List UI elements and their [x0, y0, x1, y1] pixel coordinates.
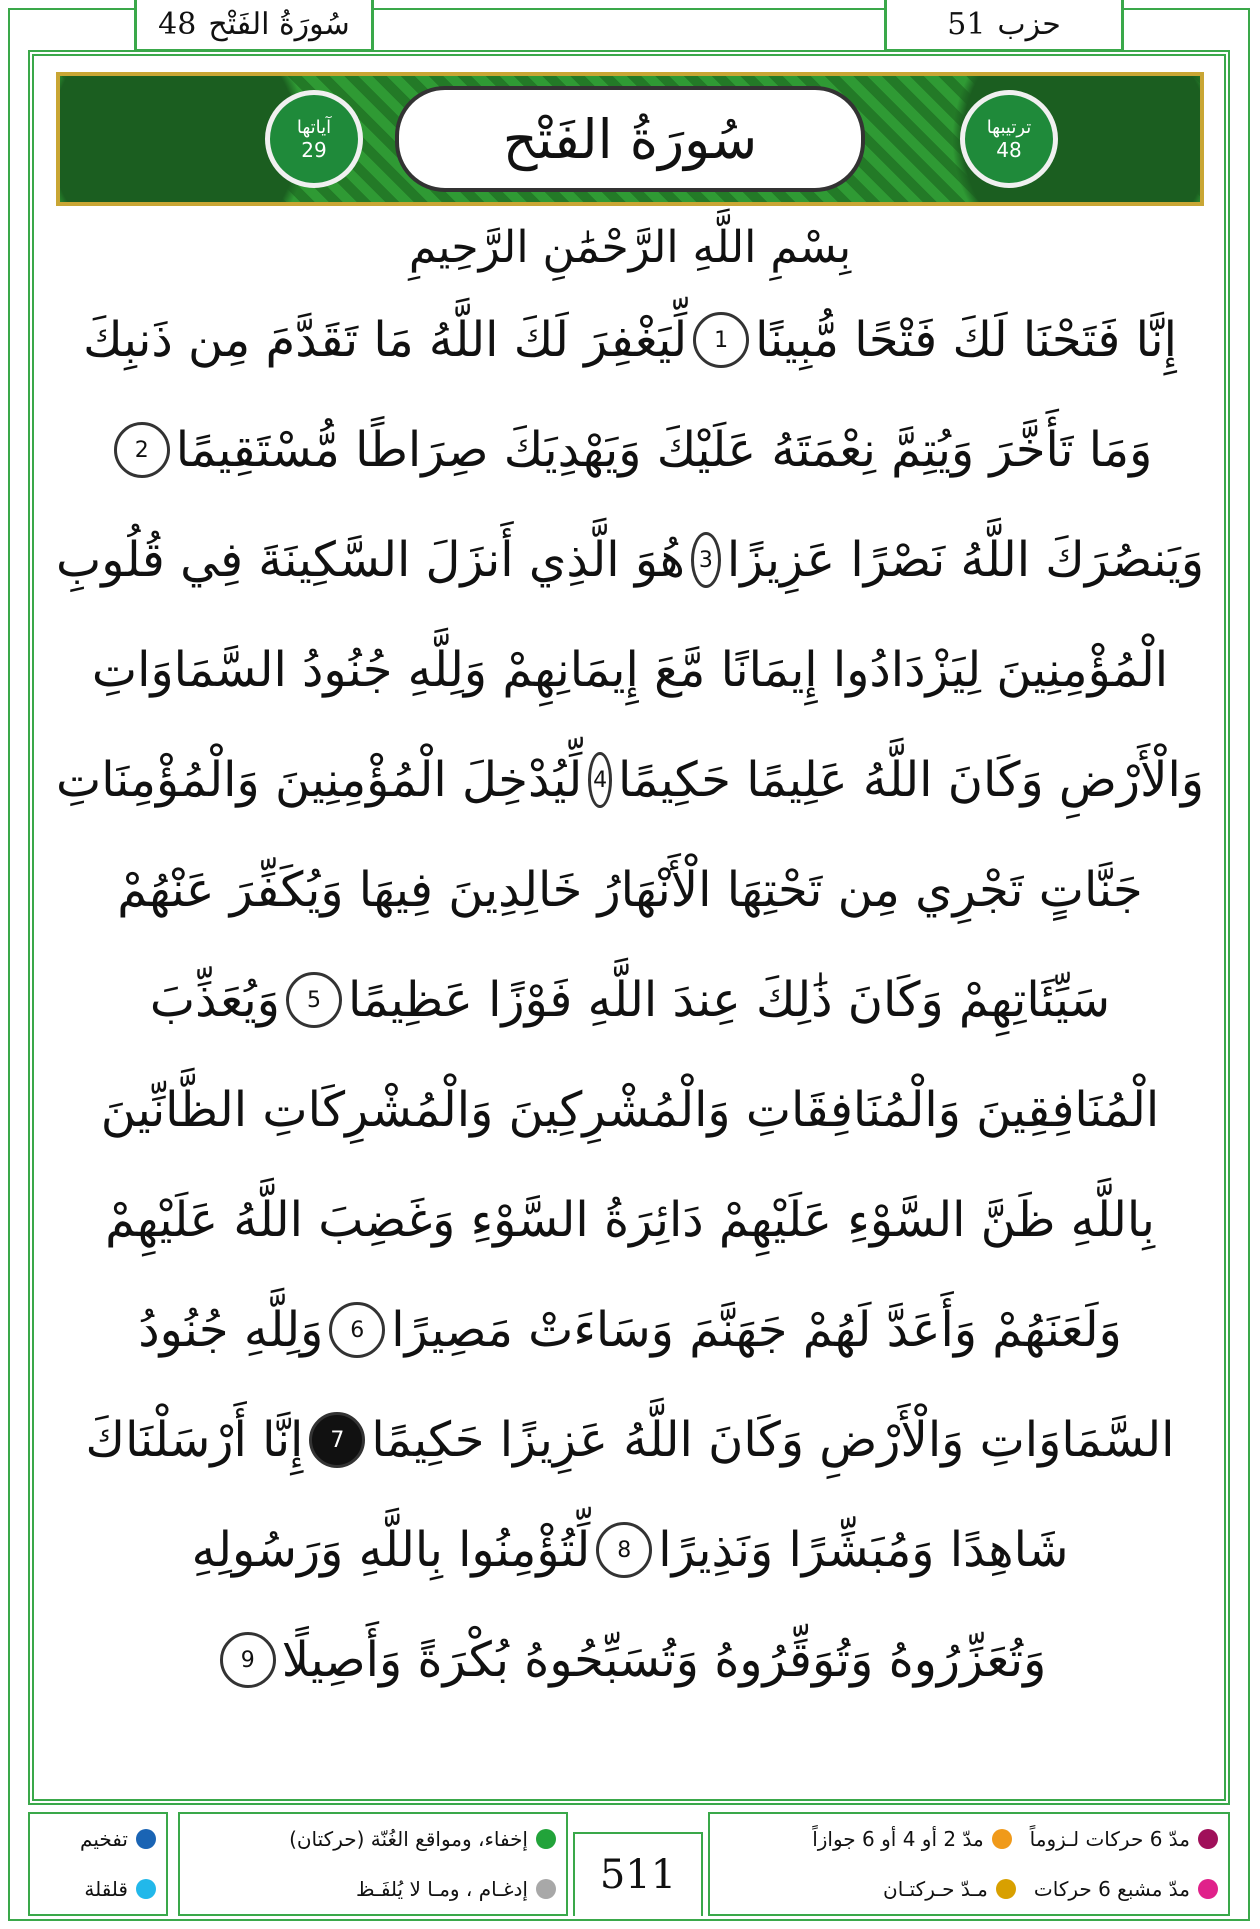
- order-number: 48: [996, 138, 1022, 162]
- ayah-marker: 3: [691, 532, 721, 588]
- ayah-marker: 9: [220, 1632, 276, 1688]
- legend-row: [710, 1814, 1228, 1864]
- line-text: إِنَّا فَتَحْنَا لَكَ فَتْحًا مُّبِينًا: [755, 312, 1177, 368]
- legend-dot: [536, 1879, 556, 1899]
- text-line: [56, 395, 1204, 505]
- ayah-marker: 1: [693, 312, 749, 368]
- line-text: الْمُؤْمِنِينَ لِيَزْدَادُوا إِيمَانًا مَّعَ إِيمَانِهِمْ وَلِلَّهِ جُنُودُ السَّمَاوَاتِ: [91, 642, 1169, 698]
- legend-dot: [992, 1829, 1012, 1849]
- surah-banner: [56, 72, 1204, 206]
- basmala: بِسْمِ اللَّهِ الرَّحْمَٰنِ الرَّحِيمِ: [408, 222, 852, 273]
- line-text: وَتُعَزِّرُوهُ وَتُوَقِّرُوهُ وَتُسَبِّحُوهُ بُكْرَةً وَأَصِيلًا: [281, 1632, 1047, 1688]
- line-text: وَالْأَرْضِ وَكَانَ اللَّهُ عَلِيمًا حَكِيمًا: [617, 752, 1204, 808]
- ayah-marker: 6: [329, 1302, 385, 1358]
- legend-dot: [136, 1879, 156, 1899]
- line-text: لِّتُؤْمِنُوا بِاللَّهِ وَرَسُولِهِ: [191, 1522, 591, 1578]
- line-text: وَلِلَّهِ جُنُودُ: [138, 1302, 324, 1358]
- line-text: لِّيَغْفِرَ لَكَ اللَّهُ مَا تَقَدَّمَ مِن ذَنبِكَ: [83, 312, 688, 368]
- legend-dot: [1198, 1879, 1218, 1899]
- ayah-marker: 8: [596, 1522, 652, 1578]
- legend-text: مـدّ حـركتـان: [883, 1877, 988, 1901]
- legend-text: إخفاء، ومواقع الغُنّة (حركتان): [289, 1827, 528, 1851]
- legend-madd: [708, 1812, 1230, 1916]
- ayat-count: 29: [301, 138, 327, 162]
- line-text: السَّمَاوَاتِ وَالْأَرْضِ وَكَانَ اللَّهُ عَزِيزًا حَكِيمًا: [371, 1412, 1175, 1468]
- text-line: [56, 505, 1204, 615]
- text-line: [56, 1385, 1204, 1495]
- legend-row: [180, 1864, 566, 1914]
- order-label: ترتيبها: [986, 117, 1032, 138]
- text-line: [56, 1605, 1204, 1715]
- line-text: وَيُعَذِّبَ: [149, 972, 280, 1028]
- legend-ghunna: [178, 1812, 568, 1916]
- line-text: إِنَّا أَرْسَلْنَاكَ: [85, 1412, 304, 1468]
- legend-dot: [996, 1879, 1016, 1899]
- line-text: هُوَ الَّذِي أَنزَلَ السَّكِينَةَ فِي قُلُوبِ: [56, 532, 685, 588]
- text-line: [56, 1495, 1204, 1605]
- legend-text: تفخيم: [80, 1827, 128, 1851]
- line-text: وَيَنصُرَكَ اللَّهُ نَصْرًا عَزِيزًا: [726, 532, 1204, 588]
- text-line: [56, 945, 1204, 1055]
- legend-text: قلقلة: [84, 1877, 128, 1901]
- line-text: سَيِّئَاتِهِمْ وَكَانَ ذَٰلِكَ عِندَ اللَّهِ فَوْزًا عَظِيمًا: [347, 972, 1111, 1028]
- line-text: وَمَا تَأَخَّرَ وَيُتِمَّ نِعْمَتَهُ عَلَيْكَ وَيَهْدِيَكَ صِرَاطًا مُّسْتَقِيمًا: [175, 422, 1153, 478]
- legend-row: [30, 1864, 166, 1914]
- ayah-marker: 4: [588, 752, 612, 808]
- legend-dot: [1198, 1829, 1218, 1849]
- line-text: جَنَّاتٍ تَجْرِي مِن تَحْتِهَا الْأَنْهَارُ خَالِدِينَ فِيهَا وَيُكَفِّرَ عَنْهُمْ: [117, 862, 1143, 918]
- text-line: [56, 835, 1204, 945]
- legend-row: [180, 1814, 566, 1864]
- hizb-label: حزب: [997, 7, 1061, 42]
- hizb-number: 51: [947, 7, 986, 42]
- text-line: [56, 725, 1204, 835]
- line-text: وَلَعَنَهُمْ وَأَعَدَّ لَهُمْ جَهَنَّمَ وَسَاءَتْ مَصِيرًا: [391, 1302, 1122, 1358]
- legend-text: مدّ 2 أو 4 أو 6 جوازاً: [812, 1827, 984, 1851]
- legend-dot: [136, 1829, 156, 1849]
- line-text: شَاهِدًا وَمُبَشِّرًا وَنَذِيرًا: [658, 1522, 1069, 1578]
- surah-number: 48: [158, 7, 197, 42]
- order-medallion: [960, 90, 1058, 188]
- tajweed-legend-footer: [28, 1812, 1230, 1921]
- line-text: لِّيُدْخِلَ الْمُؤْمِنِينَ وَالْمُؤْمِنَاتِ: [56, 752, 583, 808]
- ayah-marker: 5: [286, 972, 342, 1028]
- legend-dot: [536, 1829, 556, 1849]
- line-text: بِاللَّهِ ظَنَّ السَّوْءِ عَلَيْهِمْ دَائِرَةُ السَّوْءِ وَغَضِبَ اللَّهُ عَلَيْهِمْ: [105, 1192, 1155, 1248]
- text-line: [56, 285, 1204, 395]
- text-line: [56, 1165, 1204, 1275]
- legend-row: [710, 1864, 1228, 1914]
- line-text: الْمُنَافِقِينَ وَالْمُنَافِقَاتِ وَالْمُشْرِكِينَ وَالْمُشْرِكَاتِ الظَّانِّينَ: [100, 1082, 1160, 1138]
- surah-tab: [134, 0, 374, 52]
- ayah-marker: 2: [114, 422, 170, 478]
- legend-text: مدّ مشبع 6 حركات: [1033, 1877, 1190, 1901]
- legend-text: مدّ 6 حركات لـزوماً: [1029, 1827, 1190, 1851]
- legend-tafkhim: [28, 1812, 168, 1916]
- hizb-tab: [884, 0, 1124, 52]
- verse-lines: [56, 285, 1204, 1715]
- text-line: [56, 1055, 1204, 1165]
- ayah-marker: 7: [309, 1412, 365, 1468]
- text-line: [56, 615, 1204, 725]
- text-line: [56, 1275, 1204, 1385]
- legend-row: [30, 1814, 166, 1864]
- legend-text: إدغـام ، ومـا لا يُلفَـظ: [355, 1877, 528, 1901]
- ayat-label: آياتها: [296, 117, 332, 138]
- surah-name: سُورَةُ الفَتْح: [208, 7, 350, 42]
- surah-title: سُورَةُ الفَتْح: [395, 86, 865, 192]
- page-number: 511: [573, 1832, 703, 1916]
- ayat-count-medallion: [265, 90, 363, 188]
